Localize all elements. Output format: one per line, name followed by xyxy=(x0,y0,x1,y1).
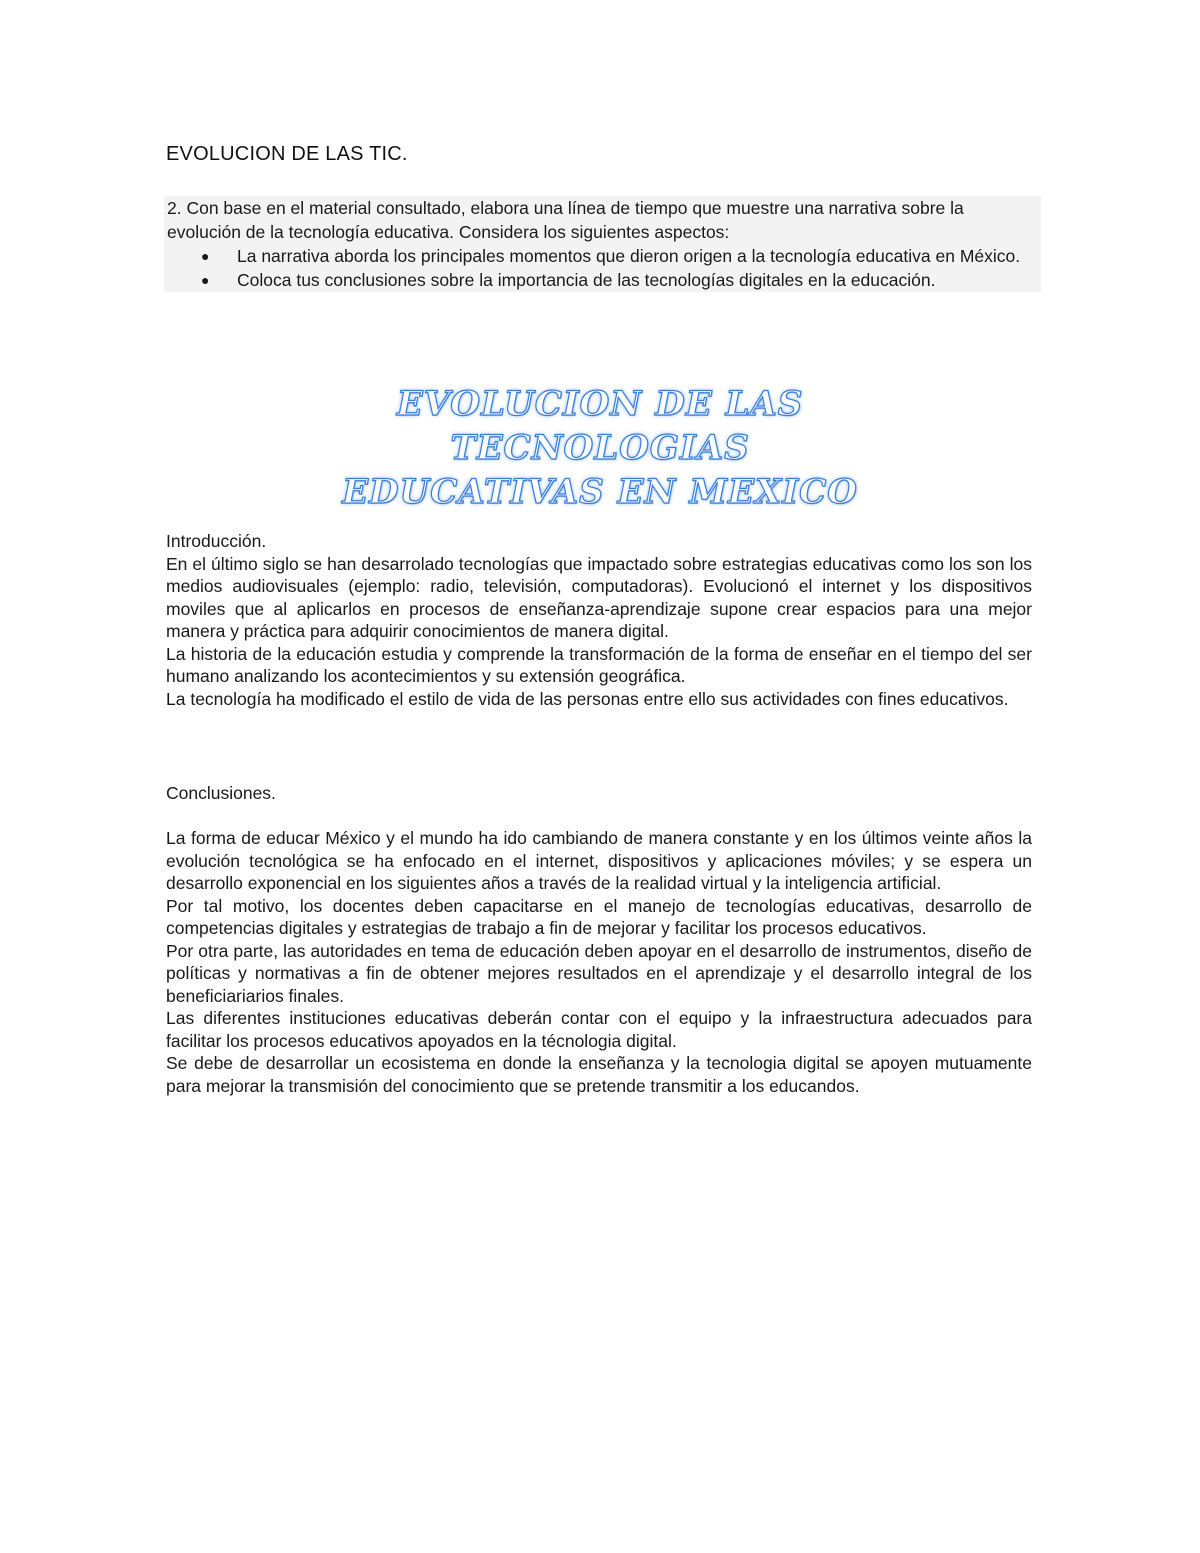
paragraph-spacer xyxy=(166,805,1032,828)
task-instructions xyxy=(164,196,1041,292)
task-bullet-list xyxy=(167,244,1041,292)
banner-line-1: EVOLUCION DE LAS TECNOLOGIAS xyxy=(396,384,804,468)
conclusions-heading: Conclusiones. xyxy=(166,783,276,803)
conclusions-paragraph: Las diferentes instituciones educativas deberán contar con el equipo y la infraestructura adecuados para facilitar los procesos educativos apoyados en la técnologia digital. xyxy=(166,1008,1032,1051)
introduction-section xyxy=(166,530,1032,710)
conclusions-paragraph: Por tal motivo, los docentes deben capacitarse en el manejo de tecnologías educativas, desarrollo de competencias digitales y estrategias de trabajo a fin de mejorar y facilitar los procesos educativos. xyxy=(166,895,1032,938)
task-bullet-text: Coloca tus conclusiones sobre la importancia de las tecnologías digitales en la educación. xyxy=(237,270,936,290)
wordart-banner xyxy=(300,382,900,512)
conclusions-paragraph: Se debe de desarrollar un ecosistema en donde la enseñanza y la tecnologia digital se apoyen mutuamente para mejorar la transmisión del conocimiento que se pretende transmitir a los educandos. xyxy=(166,1053,1032,1096)
task-bullet-item xyxy=(201,244,1041,268)
conclusions-paragraph: Por otra parte, las autoridades en tema de educación deben apoyar en el desarrollo de instrumentos, diseño de políticas y normativas a fin de obtener mejores resultados en el aprendizaje y el desarrollo integral de los beneficiariarios finales. xyxy=(166,940,1032,1006)
conclusions-section xyxy=(166,782,1032,1097)
bullet-icon: ● xyxy=(201,248,210,264)
task-bullet-text: La narrativa aborda los principales momentos que dieron origen a la tecnología educativa en México. xyxy=(237,246,1021,266)
task-prompt: 2. Con base en el material consultado, elabora una línea de tiempo que muestre una narrativa sobre la evolución de la tecnología educativa. Considera los siguientes aspectos: xyxy=(167,198,964,242)
introduction-paragraph: En el último siglo se han desarrolado tecnologías que impactado sobre estrategias educativas como los son los medios audiovisuales (ejemplo: radio, televisión, computadoras). Evolucionó el internet y los dispositivos moviles que al aplicarlos en procesos de enseñanza-aprendizaje supone crear espacios para una mejor manera y práctica para adquirir conocimientos de manera digital. xyxy=(166,553,1032,641)
introduction-heading: Introducción. xyxy=(166,531,267,551)
conclusions-paragraph: La forma de educar México y el mundo ha ido cambiando de manera constante y en los últimos veinte años la evolución tecnológica se ha enfocado en el internet, dispositivos y aplicaciones móviles; y se espera un desarrollo exponencial en los siguientes años a través de la realidad virtual y la inteligencia artificial. xyxy=(166,828,1032,893)
introduction-paragraph: La tecnología ha modificado el estilo de vida de las personas entre ello sus actividades con fines educativos. xyxy=(166,688,1009,709)
introduction-paragraph: La historia de la educación estudia y comprende la transformación de la forma de enseñar en el tiempo del ser humano analizando los acontecimientos y su extensión geográfica. xyxy=(166,643,1032,686)
banner-line-2: EDUCATIVAS EN MEXICO xyxy=(342,472,858,512)
task-bullet-item xyxy=(201,268,1041,292)
bullet-icon: ● xyxy=(201,272,210,288)
document-title: EVOLUCION DE LAS TIC. xyxy=(166,143,408,165)
